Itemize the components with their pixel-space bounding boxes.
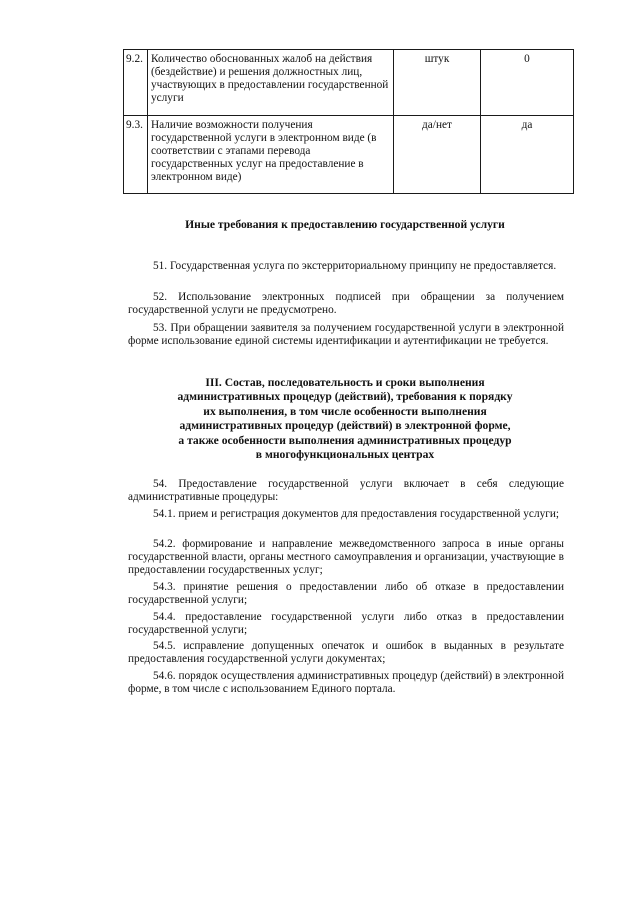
- heading-line: III. Состав, последовательность и сроки выполнения: [205, 376, 485, 389]
- paragraph-54: 54. Предоставление государственной услуги включает в себя следующие административные процедуры:: [128, 478, 564, 504]
- heading-line: административных процедур (действий) в электронной форме,: [179, 419, 511, 433]
- indicator-name: Наличие возможности получения государственной услуги в электронном виде (в соответствии с этапами перевода государственных услуг на предоставление в электронном виде): [148, 116, 394, 194]
- heading-line: в многофункциональных центрах: [255, 448, 435, 462]
- table-row: [124, 50, 574, 116]
- section-heading-iii: [120, 376, 570, 462]
- heading-line: административных процедур (действий), требования к порядку: [177, 390, 513, 404]
- indicator-name: Количество обоснованных жалоб на действия (бездействие) и решения должностных лиц, участвующих в предоставлении государственной услуги: [148, 50, 394, 116]
- paragraph-54-2: 54.2. формирование и направление межведомственного запроса в иные органы государственной власти, органы местного самоуправления и организации, участвующие в предоставлении государственных услуг;: [128, 538, 564, 577]
- paragraph-51: 51. Государственная услуга по экстерриториальному принципу не предоставляется.: [153, 260, 557, 272]
- unit-of-measure: штук: [394, 50, 481, 116]
- paragraph-54-6: 54.6. порядок осуществления административных процедур (действий) в электронной форме, в том числе с использованием Единого портала.: [128, 670, 564, 696]
- heading-line: а также особенности выполнения административных процедур: [178, 433, 512, 447]
- paragraph-54-3: 54.3. принятие решения о предоставлении либо об отказе в предоставлении государственной услуги;: [128, 581, 564, 607]
- paragraph-54-1: 54.1. прием и регистрация документов для предоставления государственной услуги;: [153, 508, 560, 520]
- table-row: [124, 116, 574, 194]
- row-number: 9.2.: [124, 50, 148, 116]
- indicator-value: да: [481, 116, 574, 194]
- paragraph-54-5: 54.5. исправление допущенных опечаток и ошибок в выданных в результате предоставления государственной услуги документах;: [128, 640, 564, 666]
- paragraph-54-4: 54.4. предоставление государственной услуги либо отказ в предоставлении государственной услуги;: [128, 611, 564, 637]
- paragraph-52: 52. Использование электронных подписей при обращении за получением государственной услуги не предусмотрено.: [128, 291, 564, 317]
- indicators-table: [123, 49, 574, 194]
- unit-of-measure: да/нет: [394, 116, 481, 194]
- paragraph-53: 53. При обращении заявителя за получением государственной услуги в электронной форме использование единой системы идентификации и аутентификации не требуется.: [128, 322, 564, 348]
- heading-line: их выполнения, в том числе особенности выполнения: [203, 404, 487, 418]
- indicator-value: 0: [481, 50, 574, 116]
- section-heading-other-requirements: Иные требования к предоставлению государственной услуги: [185, 218, 505, 231]
- row-number: 9.3.: [124, 116, 148, 194]
